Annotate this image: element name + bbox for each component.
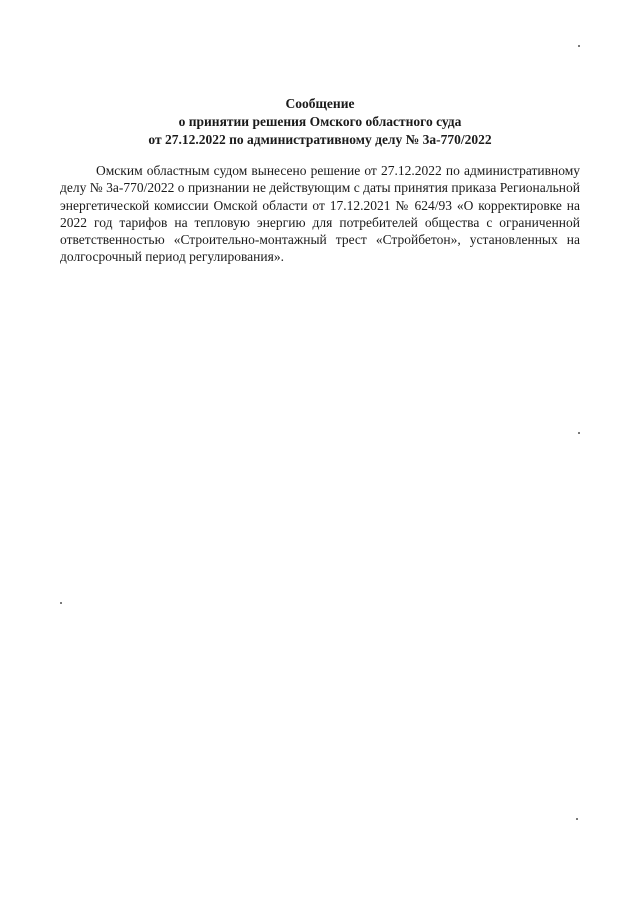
heading-title: Сообщение — [285, 96, 355, 111]
scan-speck — [578, 432, 581, 435]
document-heading — [60, 95, 580, 149]
scan-speck — [576, 818, 579, 821]
heading-case-line: от 27.12.2022 по административному делу № 3а-770/2022 — [148, 132, 492, 147]
scan-speck — [578, 45, 581, 48]
body-paragraph: Омским областным судом вынесено решение от 27.12.2022 по административному делу № 3а-770/2022 о признании не действующим с даты принятия приказа Региональной энергетической комиссии Омской области от 17.12.2021 № 624/93 «О корректировке на 2022 год тарифов на тепловую энергию для потребителей общества с ограниченной ответственностью «Строительно-монтажный трест «Стройбетон», установленных на долгосрочный период регулирования». — [60, 163, 580, 265]
scan-speck — [60, 602, 63, 605]
heading-subtitle: о принятии решения Омского областного суда — [178, 114, 462, 129]
